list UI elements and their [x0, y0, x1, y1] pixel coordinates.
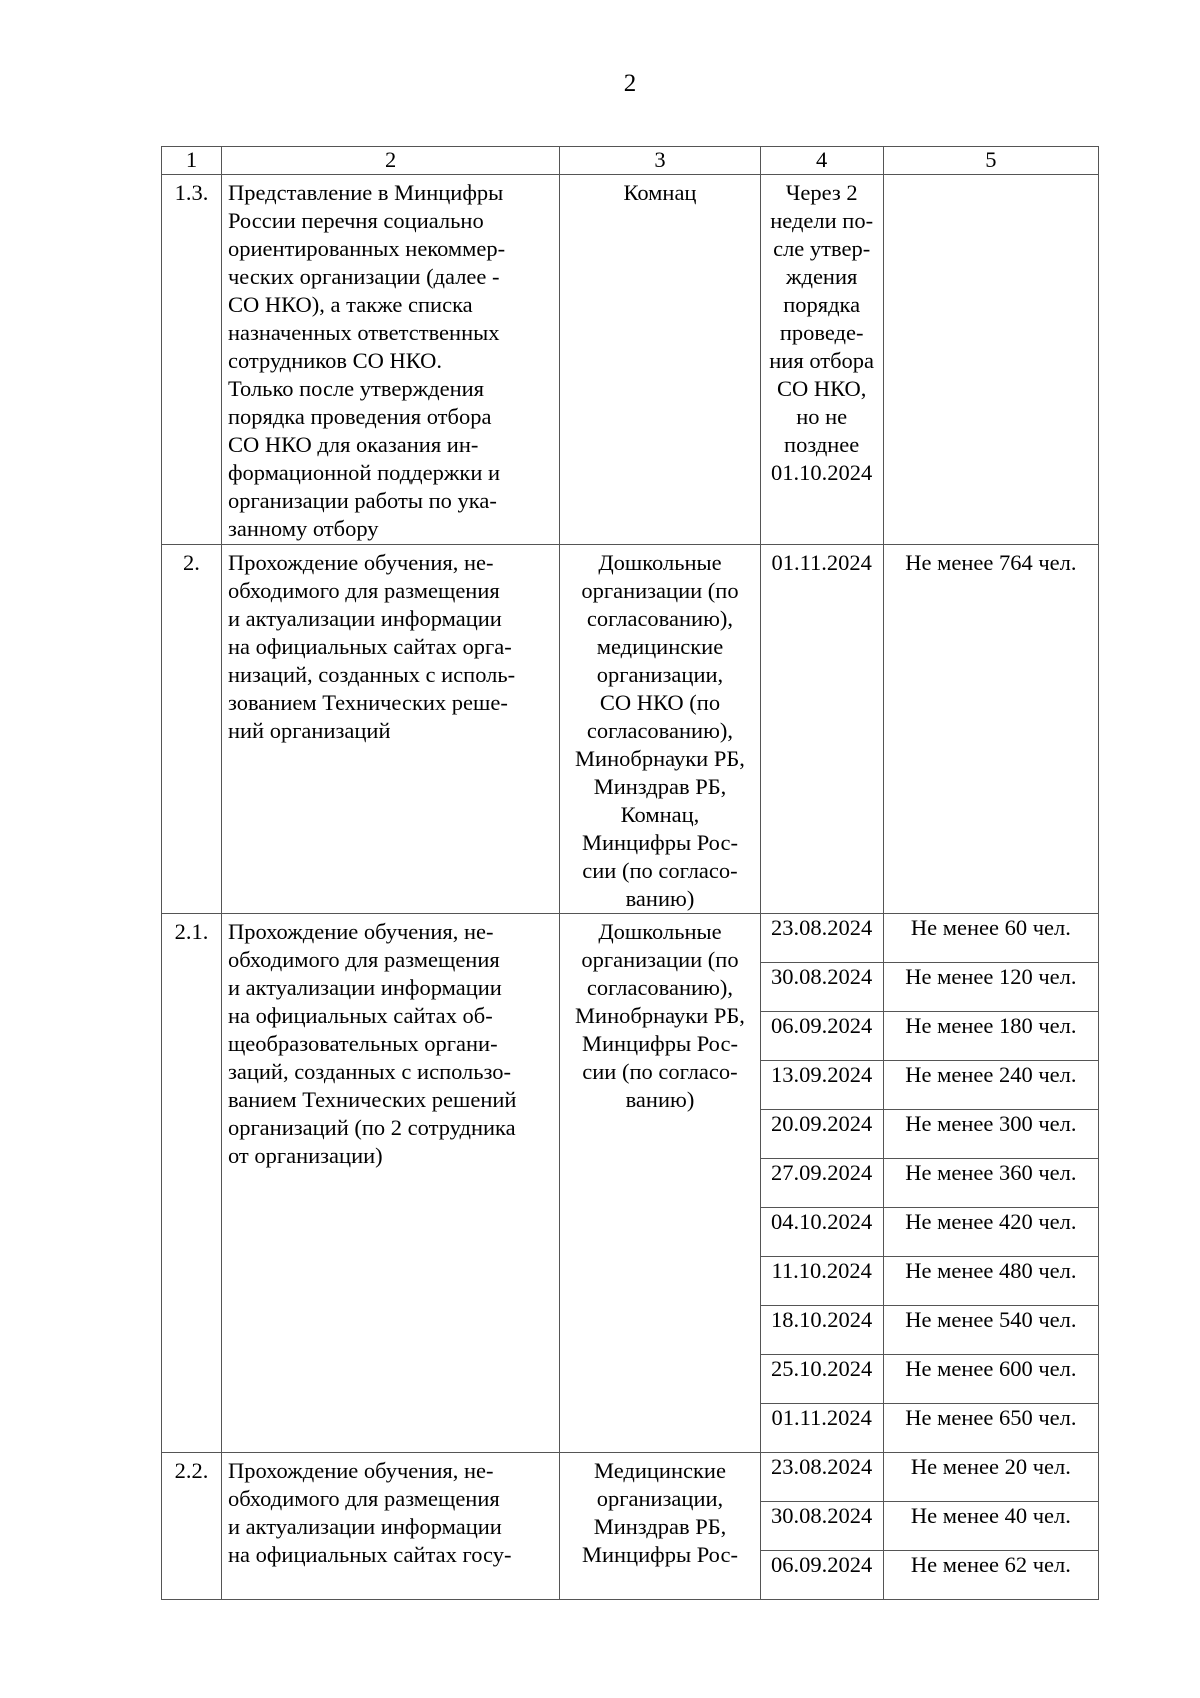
schedule-count: Не менее 480 чел.: [883, 1257, 1098, 1306]
table-row: [162, 914, 1099, 963]
schedule-date: 20.09.2024: [760, 1110, 883, 1159]
table-row: [162, 545, 1099, 914]
schedule-date: 30.08.2024: [760, 963, 883, 1012]
row-executor: Дошкольные организации (по согласованию), медицинские организации, СО НКО (по согласованию), Минобрнауки РБ, Минздрав РБ, Комнац, Минцифры Рос- сии (по согласо- ванию): [560, 545, 760, 914]
schedule-date: 25.10.2024: [760, 1355, 883, 1404]
schedule-date: 13.09.2024: [760, 1061, 883, 1110]
schedule-date: 06.09.2024: [760, 1551, 883, 1600]
row-executor: Медицинские организации, Минздрав РБ, Минцифры Рос-: [560, 1453, 760, 1600]
plan-table: [161, 146, 1099, 1600]
row-description: Прохождение обучения, не- обходимого для размещения и актуализации информации на официальных сайтах госу-: [221, 1453, 559, 1600]
schedule-count: Не менее 420 чел.: [883, 1208, 1098, 1257]
row-count: Не менее 764 чел.: [883, 545, 1098, 914]
schedule-date: 27.09.2024: [760, 1159, 883, 1208]
row-description: Представление в Минцифры России перечня социально ориентированных некоммер- ческих организации (далее - СО НКО), а также списка назначенных ответственных сотрудников СО НКО. Только после утверждения порядка проведения отбора СО НКО для оказания ин- формационной поддержки и организации работы по ука- занному отбору: [221, 175, 559, 545]
schedule-count: Не менее 360 чел.: [883, 1159, 1098, 1208]
schedule-count: Не менее 62 чел.: [883, 1551, 1098, 1600]
row-count: [883, 175, 1098, 545]
row-description: Прохождение обучения, не- обходимого для размещения и актуализации информации на официальных сайтах об- щеобразовательных органи- заций, созданных с использо- ванием Технических решений организаций (по 2 сотрудника от организации): [221, 914, 559, 1453]
header-cell-5: 5: [883, 147, 1098, 175]
schedule-date: 23.08.2024: [760, 914, 883, 963]
table-header-row: [162, 147, 1099, 175]
row-deadline: Через 2 недели по- сле утвер- ждения порядка проведе- ния отбора СО НКО, но не позднее 01.10.2024: [760, 175, 883, 545]
row-number: 2.2.: [162, 1453, 222, 1600]
row-number: 2.1.: [162, 914, 222, 1453]
row-executor: Комнац: [560, 175, 760, 545]
header-cell-1: 1: [162, 147, 222, 175]
schedule-count: Не менее 20 чел.: [883, 1453, 1098, 1502]
schedule-date: 23.08.2024: [760, 1453, 883, 1502]
schedule-date: 06.09.2024: [760, 1012, 883, 1061]
schedule-count: Не менее 120 чел.: [883, 963, 1098, 1012]
schedule-date: 18.10.2024: [760, 1306, 883, 1355]
header-cell-2: 2: [221, 147, 559, 175]
schedule-date: 30.08.2024: [760, 1502, 883, 1551]
table-row: [162, 175, 1099, 545]
row-description: Прохождение обучения, не- обходимого для размещения и актуализации информации на официальных сайтах орга- низаций, созданных с исполь- зованием Технических реше- ний организаций: [221, 545, 559, 914]
header-cell-3: 3: [560, 147, 760, 175]
schedule-date: 04.10.2024: [760, 1208, 883, 1257]
schedule-count: Не менее 650 чел.: [883, 1404, 1098, 1453]
table-row: [162, 1453, 1099, 1502]
schedule-count: Не менее 180 чел.: [883, 1012, 1098, 1061]
header-cell-4: 4: [760, 147, 883, 175]
schedule-count: Не менее 300 чел.: [883, 1110, 1098, 1159]
row-executor: Дошкольные организации (по согласованию), Минобрнауки РБ, Минцифры Рос- сии (по согласо- ванию): [560, 914, 760, 1453]
row-number: 2.: [162, 545, 222, 914]
schedule-date: 01.11.2024: [760, 1404, 883, 1453]
schedule-date: 11.10.2024: [760, 1257, 883, 1306]
row-number: 1.3.: [162, 175, 222, 545]
row-deadline: 01.11.2024: [760, 545, 883, 914]
schedule-count: Не менее 60 чел.: [883, 914, 1098, 963]
schedule-count: Не менее 540 чел.: [883, 1306, 1098, 1355]
schedule-count: Не менее 600 чел.: [883, 1355, 1098, 1404]
page-number: 2: [623, 70, 637, 97]
schedule-count: Не менее 40 чел.: [883, 1502, 1098, 1551]
schedule-count: Не менее 240 чел.: [883, 1061, 1098, 1110]
